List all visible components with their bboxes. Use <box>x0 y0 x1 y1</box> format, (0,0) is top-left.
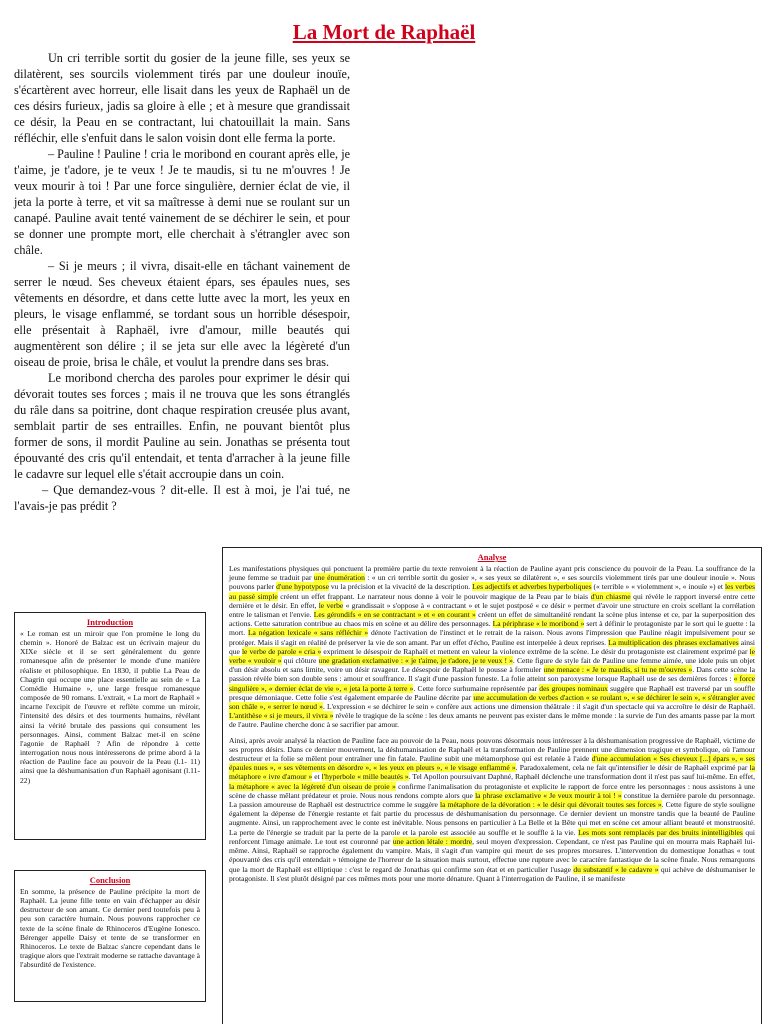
highlighted-phrase: Les gérondifs « en se contractant » et « en courant » <box>313 610 476 620</box>
highlighted-phrase: l'hyperbole « mille beautés » <box>321 772 409 782</box>
introduction-box <box>14 612 206 840</box>
analyse-text: vu la précision et la vivacité de la description. <box>328 582 473 592</box>
highlighted-phrase: la métaphore de la dévoration : « le désir qui dévorait toutes ses forces » <box>440 800 662 810</box>
analyse-text: expriment le désespoir de Raphaël et mettent en valeur la violence extrême de la scène. Le désir du protagoniste est clairement exprimé par <box>321 646 750 656</box>
highlighted-phrase: une menace : « Je te maudis, si tu ne m'ouvres » <box>543 665 693 675</box>
analyse-paragraph <box>229 736 755 883</box>
excerpt-paragraph: – Pauline ! Pauline ! cria le moribond en courant après elle, je t'aime, je t'adore, je te veux ! Je te maudis, si tu ne m'ouvres ! Je veux mourir à toi ! Par une force singulière, dernier éclat de vie, il jeta la porte à terre, et vit sa maîtresse à demi nue se roulant sur un canapé. Pauline avait tenté vainement de se déchirer le sein, et pour se donner une prompte mort, elle cherchait à s'étrangler avec son châle. <box>14 147 350 257</box>
introduction-text: « Le roman est un miroir que l'on promène le long du chemin ». Honoré de Balzac est un écrivain majeur du XIXe siècle et il se sert généralement du genre romanesque afin de présenter le monde d'une manière réaliste et philosophique. En 1830, il publie La Peau de Chagrin qui occupe une place essentielle au sein de « La Comédie Humaine », une large fresque romanesque composée de 90 romans. L'extrait, « La mort de Raphaël » incarne l'excipit de l'œuvre et reflète comme un miroir, l'intensité des désirs et des tourments humains, révélant ainsi la vérité brutale des passions qui consument les personnages. Ainsi, comment Balzac met-il en scène l'agonie de Raphaël ? Afin de répondre à cette interrogation nous nous intéresserons de prime abord à la réaction de Pauline face au pouvoir de la Peau (l.1- 11) ainsi que la déshumanisation d'un Raphaël agonisant (l.11-22) <box>20 629 200 785</box>
analyse-text: . Cette force surhumaine représentée par <box>413 683 540 693</box>
analyse-text: qui renforcent l'image animale. Le tout est couronné par <box>229 827 755 846</box>
analyse-heading: Analyse <box>477 552 507 562</box>
highlighted-phrase: les verbes au passé simple <box>229 582 756 601</box>
page-title: La Mort de Raphaël <box>292 20 476 44</box>
highlighted-phrase: une gradation exclamative : « je t'aime, je t'adore, je te veux ! » <box>318 656 513 666</box>
highlighted-phrase: la métaphore « avec la légèreté d'un oiseau de proie » <box>229 781 396 791</box>
analyse-text: . Paradoxalement, cela ne fait qu'intensifier le désir de Raphaël exprimé par <box>515 763 750 773</box>
analyse-text: créent un effet de simultanéité rendant la scène plus intense et ce, par la superposition des actions. Cette saturation contribue au chaos mis en scène et au délire des personnages. <box>229 610 755 629</box>
analyse-text: . Cette figure de style souligne également la dépense de l'énergie restante et fait partie du processus de déshumanisation du personnage. Ce dernier devient un monstre tandis que la beauté de Pauline augmente. Ainsi, un rapprochement avec le conte est inévitable. Nous pensons en particulier à La Belle et la Bête qui met en scène cet amour alliant beauté et monstruosité. La perte de l'énergie se traduit par la perte de la parole et la parole est associée au souffle et le souffle à la vie. <box>229 800 756 837</box>
analyse-text: sert à définir le protagoniste par le sort qui le guette : la mort. <box>229 619 755 638</box>
analyse-text: « grandissait » s'oppose à « contractant » et le sujet postposé « ce désir » permet d'avoir une structure en croix scellant la corrélation entre le talisman et l'envie. <box>229 600 755 620</box>
highlighted-phrase: une énumération <box>313 573 365 583</box>
highlighted-phrase: La multiplication des phrases exclamatives <box>608 637 739 647</box>
analyse-text: (« terrible » « violemment », « inouïe ») et <box>591 582 725 592</box>
highlighted-phrase: des groupes nominaux <box>539 683 608 693</box>
highlighted-phrase: du substantif « le cadavre » <box>573 864 659 874</box>
highlighted-phrase: d'une accumulation « Ses cheveux [...] épars », « ses épaules nues », « ses vêtements en désordre », « les yeux en pleurs », « le visage enflammé » <box>229 754 755 773</box>
analyse-text: . Tel Apollon poursuivant Daphné, Raphaël déclenche une transformation dont il n'est pas sauf lui-même. En effet, <box>408 772 755 782</box>
excerpt-paragraph: – Si je meurs ; il vivra, disait-elle en tâchant vainement de serrer le nœud. Ses cheveux étaient épars, ses épaules nues, ses vêtements en désordre, et dans cette lutte avec la mort, les yeux en pleurs, le visage enflammé, se tordant sous un horrible désespoir, elle présentait à Raphaël, ivre d'amour, mille beautés qui augmentèrent son délire ; il se jeta sur elle avec la légèreté d'un oiseau de proie, brisa le châle, et voulut la prendre dans ses bras. <box>14 259 350 369</box>
conclusion-text: En somme, la présence de Pauline précipite la mort de Raphaël. La jeune fille tente en vain d'échapper au désir destructeur de son amant. Ce dernier perd toutefois peu à peu son caractère humain. Nous pouvons rapprocher ce texte de la scène finale de Rhinoceros d'Eugène Ionesco. Bérenger appelle Daisy et tente de se transformer en Rhinoceros. Le texte de Balzac s'ancre cependant dans le tragique alors que l'extrait moderne se rattache davantage à l'absurdité de l'existence. <box>20 887 200 970</box>
excerpt-paragraph: – Que demandez-vous ? dit-elle. Il est à moi, je l'ai tué, ne l'avais-je pas prédit ? <box>14 483 350 513</box>
analyse-text: . Cette figure de style fait de Pauline une femme aimée, une idole puis un objet d'un désir absolu et sans limite, voire un désir ravageur. Le désespoir de Raphaël le pousse à formuler <box>229 656 755 675</box>
analyse-text: créent un effet frappant. Le narrateur nous donne à voir le pouvoir magique de la Peau par le biais <box>277 591 591 601</box>
analyse-text: dénote l'activation de l'instinct et le retrait de la raison. Nous avons l'impression que Pauline réagit impulsivement pour se protéger. Mais il s'agit en réalité de préserver la vie de son amant. Par un effet d'écho, Pauline est interpelée à deux reprises. <box>229 628 755 647</box>
analyse-text: confirme l'animalisation du protagoniste et explicite le rapport de force entre les personnages : nous assistons à une scène de chasse mêlant prédateur et proie. Nous nous rendons compte alors que <box>229 781 755 800</box>
highlighted-phrase: d'un chiasme <box>590 591 631 601</box>
highlighted-phrase: d'une hypotypose <box>276 582 329 592</box>
highlighted-phrase: le verbe « vouloir » <box>229 646 755 666</box>
analyse-paragraph <box>229 564 755 730</box>
highlighted-phrase: une action létale : mordre <box>392 836 473 846</box>
introduction-heading: Introduction <box>86 617 134 627</box>
text-excerpt <box>14 50 350 514</box>
analyse-text: constitue la dernière parole du personnage. La passion amoureuse de Raphaël est destructrice comme le suggère <box>229 790 756 810</box>
analyse-text: Ainsi, après avoir analysé la réaction de Pauline face au pouvoir de la Peau, nous pouvons désormais nous intéresser à la déshumanisation progressive de Raphaël, victime de ses propres désirs. Dans ce dernier mouvement, la déshumanisation de Raphaël et la transformation de Pauline prennent une dimension tragique et symbolique, où l'amour destructeur et la folie se mêlent pour entraîner une fin fatale. Pauline subit une métamorphose qui est relatée à l'aide <box>229 735 755 764</box>
analyse-text: qui clôture <box>281 656 319 666</box>
highlighted-phrase: le verbe <box>318 600 344 610</box>
highlighted-phrase: La périphrase « le moribond » <box>492 619 585 629</box>
analyse-text: qui achève de déshumaniser le protagoniste. Il s'est plutôt désigné par ces mêmes mots pour une morte dénature. Quant à l'interrogation de Pauline, il se manifeste <box>229 864 756 883</box>
highlighted-phrase: une accumulation de verbes d'action « se roulant », « se déchirer le sein », « s'étrangler avec son châle », « serrer le nœud » <box>229 692 755 712</box>
highlighted-phrase: le verbe de parole « cria » <box>241 646 322 656</box>
analyse-text: : « un cri terrible sortit du gosier », « ses yeux se dilatèrent », « ses sourcils violemment tirés par une douleur inouïe ». Nous pouvons parler <box>229 573 755 592</box>
highlighted-phrase: Les adjectifs et adverbes hyperboliques <box>472 582 592 592</box>
highlighted-phrase: « force singulière », « dernier éclat de vie », « jeta la porte à terre » <box>229 674 755 693</box>
analyse-box <box>222 547 762 1024</box>
excerpt-paragraph: Le moribond chercha des paroles pour exprimer le désir qui dévorait toutes ses forces ; mais il ne trouva que les sons étranglés du râle dans sa poitrine, dont chaque respiration creusée plus avant, semblait partir de ses entrailles. Enfin, ne pouvant bientôt plus former de sons, il mordit Pauline au sein. Jonathas se présenta tout épouvanté des cris qu'il entendait, et tenta d'arracher à la jeune fille le cadavre sur lequel elle s'était accroupie dans un coin. <box>14 371 350 481</box>
conclusion-box <box>14 870 206 1002</box>
analyse-text: Les manifestations physiques qui ponctuent la première partie du texte renvoient à la réaction de Pauline ayant pris conscience du pouvoir de la Peau. La souffrance de la jeune femme se traduit par <box>229 564 755 583</box>
analyse-text: ainsi que <box>229 637 756 656</box>
highlighted-phrase: L'antithèse « si je meurs, il vivra » <box>229 711 334 721</box>
analyse-text: qui révèle le rapport inversé entre cette dernière et le désir. En effet, <box>229 591 755 610</box>
highlighted-phrase: la phrase exclamative « Je veux mourir à toi ! » <box>475 790 622 800</box>
analyse-text: suggère que Raphaël est traversé par un souffle presque démoniaque. Cette folie s'est également emparée de Pauline décrite par <box>229 683 755 702</box>
highlighted-phrase: La négation lexicale « sans réfléchir » <box>247 628 369 638</box>
analyse-text: . Dans cette scène la passion révèle bien son double sens : amour et souffrance. Il s'agit d'une passion funeste. La folie atteint son paroxysme lorsque Raphaël use de ses dernières forces : <box>229 665 755 684</box>
highlighted-phrase: Les mots sont remplacés par des bruits inintelligibles <box>578 827 743 837</box>
analyse-text: , seul moyen d'expression. Cependant, ce n'est pas Pauline qui en mourra mais Raphaël lui-même. Ainsi, Raphaël se rapproche également du vampire. Mais, il s'agit d'un vampire qui meurt de ses propres morsures. L'intervention du domestique Jonathas « tout épouvanté des cris qu'il entendait » témoigne de l'horreur de la situation mais surtout, effectue une rupture avec le caractère fantastique de la scène finale. Nous remarquons que la mort de Raphaël est elliptique : c'est le regard de Jonathas qui confirme son état et en particulier l'usage <box>229 836 756 874</box>
analyse-text: . L'expression « se déchirer le sein » confère aux actions une dimension théâtrale : il s'agit d'un spectacle qui va accroître le désir de Raphaël. <box>322 702 755 712</box>
analyse-text: et <box>312 772 322 782</box>
analyse-text: révèle le tragique de la scène : les deux amants ne peuvent pas exister dans le même monde : la survie de l'un des amants passe par la mort de l'autre. Pauline cherche donc à se sacrifier par amour. <box>229 711 756 730</box>
excerpt-paragraph: Un cri terrible sortit du gosier de la jeune fille, ses yeux se dilatèrent, ses sourcils violemment tirés par une douleur inouïe, s'écartèrent avec horreur, elle lisait dans les yeux de Raphaël un de ces désirs furieux, jadis sa gloire à elle ; et à mesure que grandissait ce désir, la Peau en se contractant, lui chatouillait la main. Sans réfléchir, elle s'enfuit dans le salon voisin dont elle ferma la porte. <box>14 51 350 145</box>
highlighted-phrase: la métaphore « ivre d'amour » <box>229 763 755 782</box>
conclusion-heading: Conclusion <box>89 875 131 885</box>
